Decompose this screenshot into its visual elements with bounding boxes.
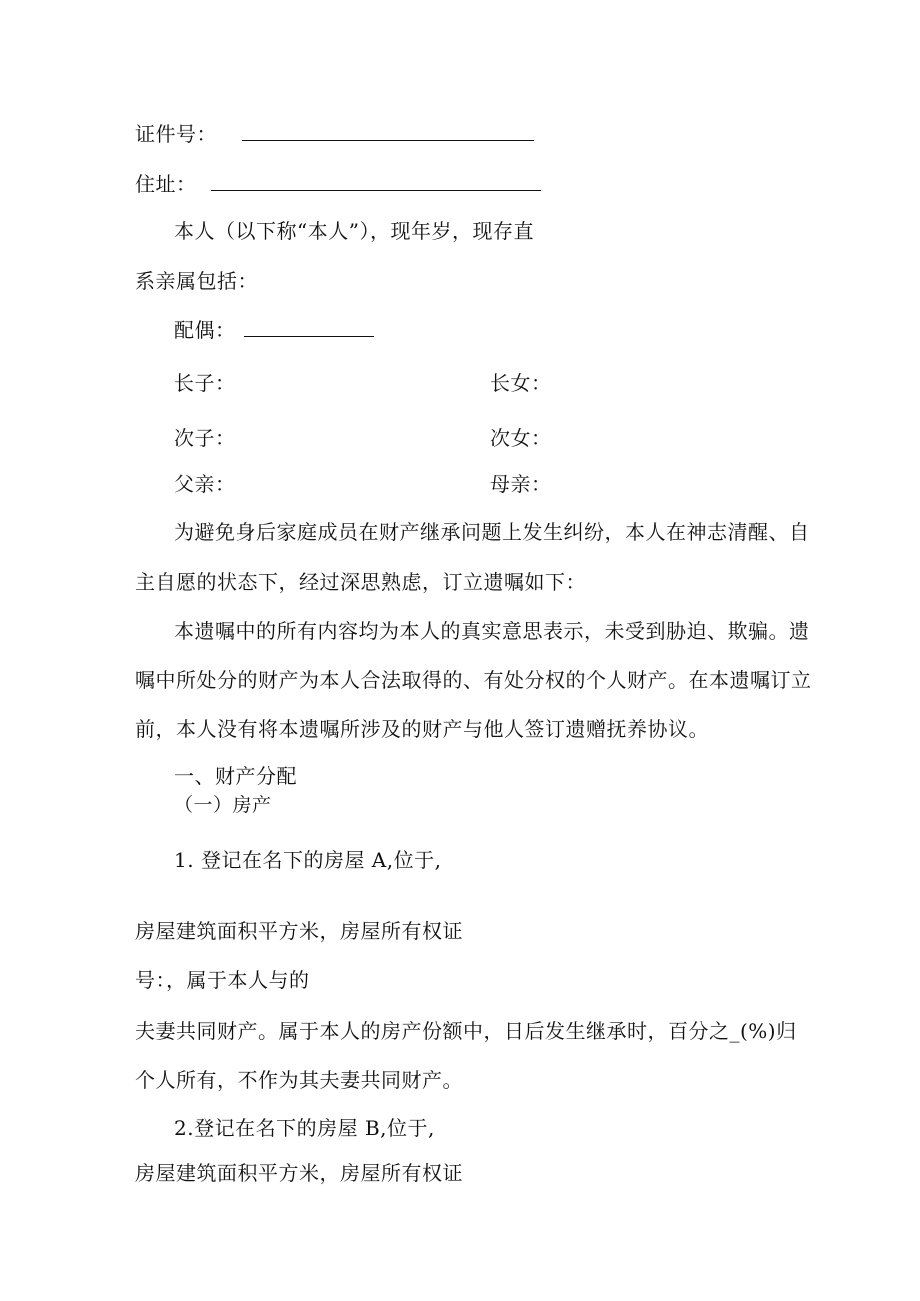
mother-label: 母亲：: [490, 472, 552, 496]
address-blank[interactable]: [211, 172, 541, 191]
eldest-son-label: 长子：: [174, 371, 236, 395]
id-number-label: 证件号：: [135, 122, 217, 146]
paragraph2-line-1: 本遗嘱中的所有内容均为本人的真实意思表示，未受到胁迫、欺骗。遗: [174, 619, 810, 643]
spouse-label: 配偶：: [174, 318, 236, 342]
section-title: 一、财产分配: [174, 764, 297, 788]
paragraph2-line-3: 前，本人没有将本遗嘱所涉及的财产与他人签订遗赠抚养协议。: [135, 717, 709, 741]
item1-line-5: 个人所有，不作为其夫妻共同财产。: [135, 1068, 463, 1092]
paragraph2-line-2: 嘱中所处分的财产为本人合法取得的、有处分权的个人财产。在本遗嘱订立: [135, 668, 812, 692]
id-number-row: [135, 120, 534, 148]
item1-line-1: 1. 登记在名下的房屋 A,位于,: [174, 848, 442, 872]
item2-line-1: 2.登记在名下的房屋 B,位于,: [174, 1116, 435, 1140]
intro-line-1: 本人（以下称“本人”），现年岁，现存直: [174, 219, 534, 243]
second-daughter-label: 次女：: [490, 426, 552, 450]
id-number-blank[interactable]: [242, 122, 534, 141]
item1-line-2: 房屋建筑面积平方米，房屋所有权证: [135, 919, 463, 943]
paragraph1-line-1: 为避免身后家庭成员在财产继承问题上发生纠纷，本人在神志清醒、自: [174, 520, 810, 544]
item1-line-4: 夫妻共同财产。属于本人的房产份额中，日后发生继承时，百分之_(%)归: [135, 1019, 797, 1043]
eldest-daughter-label: 长女：: [490, 371, 552, 395]
paragraph1-line-2: 主自愿的状态下，经过深思熟虑，订立遗嘱如下：: [135, 570, 586, 594]
section-subtitle: （一）房产: [174, 794, 272, 816]
second-son-label: 次子：: [174, 426, 236, 450]
item1-line-3: 号：，属于本人与的: [135, 968, 310, 992]
address-row: [135, 170, 541, 198]
item2-line-2: 房屋建筑面积平方米，房屋所有权证: [135, 1161, 463, 1185]
address-label: 住址：: [135, 172, 197, 196]
spouse-row: [174, 316, 374, 344]
intro-line-2: 系亲属包括：: [135, 269, 258, 293]
spouse-blank[interactable]: [244, 318, 374, 337]
father-label: 父亲：: [174, 472, 236, 496]
